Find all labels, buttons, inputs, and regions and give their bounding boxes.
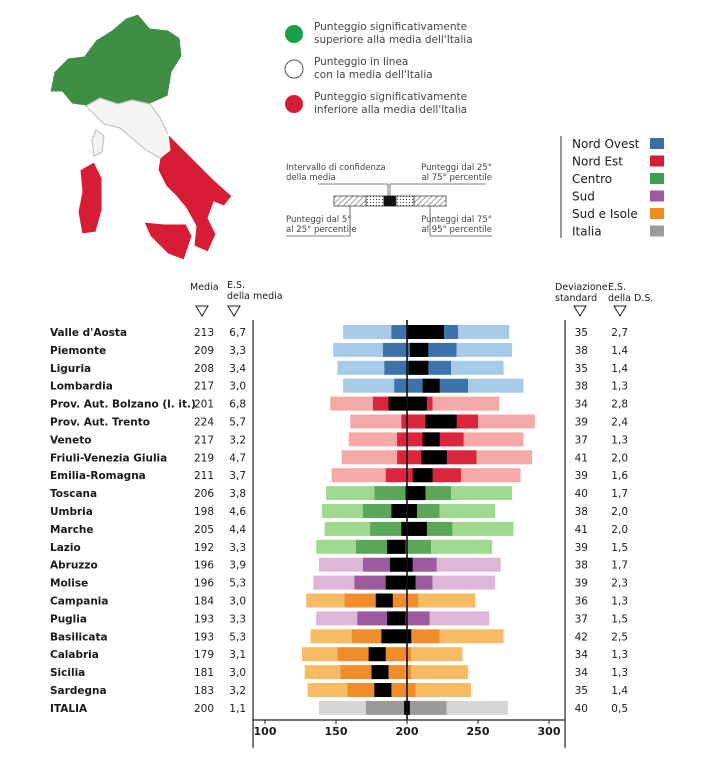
key-iqr-leader xyxy=(390,184,486,196)
bar-p5-p25-puglia xyxy=(316,611,357,625)
region-label-campania: Campania xyxy=(50,595,109,608)
bar-p5-p25-sicilia xyxy=(305,665,341,679)
bar-p75-p95-lombardia xyxy=(468,379,523,393)
se-mean-value-lazio: 3,3 xyxy=(229,541,246,554)
bar-p5-p25-toscana xyxy=(326,486,374,500)
mean-value-toscana: 206 xyxy=(193,488,214,501)
key-ci-line1: Intervallo di confidenza xyxy=(286,163,386,173)
bar-p5-p25-campania xyxy=(306,594,344,608)
bar-p75-p95-sicilia xyxy=(411,665,468,679)
mean-value-piemonte: 209 xyxy=(193,344,214,357)
se-sd-value-basilicata: 2,5 xyxy=(611,631,628,644)
se-sd-value-abruzzo: 1,7 xyxy=(611,559,628,572)
key-p7595-line1: Punteggi dal 75° xyxy=(421,215,492,225)
bar-p5-p25-molise xyxy=(313,576,354,590)
bar-p75-p95-prov-aut-trento xyxy=(478,415,535,429)
se-mean-value-italia: 1,1 xyxy=(229,702,246,715)
sd-value-sicilia: 34 xyxy=(574,667,588,680)
se-sd-value-lombardia: 1,3 xyxy=(611,380,628,393)
region-label-emilia-romagna: Emilia-Romagna xyxy=(50,470,146,483)
key-p2575-line1: Punteggi dal 25° xyxy=(421,163,492,173)
se-mean-value-emilia-romagna: 3,7 xyxy=(229,470,246,483)
legend-red-line2: inferiore alla media dell'Italia xyxy=(314,104,468,116)
region-label-calabria: Calabria xyxy=(50,649,99,662)
se-mean-value-sicilia: 3,0 xyxy=(229,667,246,680)
map-corsica xyxy=(92,130,104,156)
bar-p5-p25-prov-aut-bolzano-l-it- xyxy=(330,397,373,411)
area-swatch-italia xyxy=(650,226,664,237)
media-triangle-icon xyxy=(196,306,208,316)
column-headers xyxy=(190,280,653,316)
mean-value-abruzzo: 196 xyxy=(193,559,214,572)
se-mean-value-campania: 3,0 xyxy=(229,595,246,608)
se-mean-value-molise: 5,3 xyxy=(229,577,246,590)
bar-p75-p95-umbria xyxy=(440,504,495,518)
area-swatch-nord-ovest xyxy=(650,138,664,149)
region-label-puglia: Puglia xyxy=(50,613,87,626)
mean-value-sardegna: 183 xyxy=(193,685,214,697)
header-es-media-l2: della media xyxy=(227,291,283,302)
sd-value-marche: 41 xyxy=(574,523,588,536)
region-label-prov-aut-bolzano-l-it-: Prov. Aut. Bolzano (l. it.) xyxy=(50,398,196,411)
bar-p5-p25-abruzzo xyxy=(319,558,363,572)
se-mean-value-marche: 4,4 xyxy=(229,523,246,536)
sd-value-piemonte: 38 xyxy=(574,344,588,357)
se-sd-value-valle-d-aosta: 2,7 xyxy=(611,327,628,339)
map-north xyxy=(50,14,182,106)
bar-p75-p95-valle-d-aosta xyxy=(458,325,509,339)
bar-p75-p95-friuli-venezia-giulia xyxy=(477,450,532,464)
bar-ci-puglia xyxy=(387,611,405,625)
se-sd-value-sardegna: 1,4 xyxy=(611,685,628,697)
area-label-nord-est: Nord Est xyxy=(572,154,624,169)
sd-value-toscana: 40 xyxy=(574,488,588,501)
mean-value-umbria: 198 xyxy=(193,506,214,518)
sd-value-umbria: 38 xyxy=(574,506,588,518)
se-sd-value-prov-aut-trento: 2,4 xyxy=(611,416,628,429)
bar-p75-p95-piemonte xyxy=(457,343,512,357)
bar-p5-p25-italia xyxy=(319,701,366,715)
se-sd-value-prov-aut-bolzano-l-it-: 2,8 xyxy=(611,398,628,411)
region-label-italia: ITALIA xyxy=(50,702,88,715)
sd-value-lazio: 39 xyxy=(574,541,588,554)
mean-value-emilia-romagna: 211 xyxy=(193,470,214,483)
se-mean-value-prov-aut-trento: 5,7 xyxy=(229,416,246,429)
sd-value-campania: 36 xyxy=(574,595,588,608)
bar-ci-emilia-romagna xyxy=(413,468,433,482)
sd-value-prov-aut-trento: 39 xyxy=(574,416,588,429)
se-mean-value-umbria: 4,6 xyxy=(229,506,246,518)
se-mean-value-toscana: 3,8 xyxy=(229,488,246,501)
es-ds-triangle-icon xyxy=(614,306,626,316)
region-label-molise: Molise xyxy=(50,577,89,590)
tick-label-200: 200 xyxy=(395,725,419,738)
legend-white-line2: con la media dell'Italia xyxy=(314,69,433,81)
se-sd-value-friuli-venezia-giulia: 2,0 xyxy=(611,452,628,465)
area-label-sud-e-isole: Sud e Isole xyxy=(572,207,638,221)
mean-value-basilicata: 193 xyxy=(193,631,214,644)
bar-p5-p25-calabria xyxy=(302,647,338,661)
se-sd-value-sicilia: 1,3 xyxy=(611,667,628,680)
se-sd-value-puglia: 1,5 xyxy=(611,613,628,626)
bar-p5-p25-sardegna xyxy=(308,683,348,697)
se-sd-value-molise: 2,3 xyxy=(611,577,628,590)
bar-ci-toscana xyxy=(406,486,426,500)
bar-p75-p95-toscana xyxy=(451,486,512,500)
se-sd-value-campania: 1,3 xyxy=(611,595,628,608)
se-sd-value-italia: 0,5 xyxy=(611,702,628,715)
se-sd-value-lazio: 1,5 xyxy=(611,541,628,554)
bar-ci-friuli-venezia-giulia xyxy=(421,450,447,464)
key-ci-p75-box xyxy=(396,196,414,206)
bar-ci-abruzzo xyxy=(390,558,413,572)
es-media-triangle-icon xyxy=(228,306,240,316)
map-sardinia xyxy=(78,162,102,234)
se-mean-value-veneto: 3,2 xyxy=(229,434,246,447)
region-label-abruzzo: Abruzzo xyxy=(50,559,98,572)
se-mean-value-prov-aut-bolzano-l-it-: 6,8 xyxy=(229,398,246,411)
bar-ci-molise xyxy=(386,576,416,590)
legend-red-line1: Punteggio significativamente xyxy=(314,91,468,103)
sd-value-italia: 40 xyxy=(574,702,588,715)
area-legend xyxy=(561,136,664,239)
bar-ci-campania xyxy=(376,594,393,608)
bar-p75-p95-italia xyxy=(447,701,508,715)
bar-p5-p25-basilicata xyxy=(310,629,351,643)
area-swatch-sud-e-isole xyxy=(650,208,664,219)
area-swatch-centro xyxy=(650,173,664,184)
map-sicily xyxy=(144,222,192,260)
se-mean-value-calabria: 3,1 xyxy=(229,649,246,662)
bar-p75-p95-lazio xyxy=(431,540,492,554)
mean-value-valle-d-aosta: 213 xyxy=(193,327,214,339)
key-ci-leader xyxy=(318,184,388,196)
se-sd-value-piemonte: 1,4 xyxy=(611,344,628,357)
bar-ci-sardegna xyxy=(374,683,391,697)
mean-value-lazio: 192 xyxy=(193,541,214,554)
bar-ci-marche xyxy=(401,522,427,536)
bar-p5-p25-lombardia xyxy=(343,379,394,393)
bar-ci-prov-aut-trento xyxy=(425,415,456,429)
bar-ci-lombardia xyxy=(423,379,440,393)
bar-p75-p95-prov-aut-bolzano-l-it- xyxy=(433,397,500,411)
key-p525-line1: Punteggi dal 5° xyxy=(286,215,352,225)
region-label-umbria: Umbria xyxy=(50,506,93,518)
bar-ci-umbria xyxy=(391,504,417,518)
x-axis-ticks xyxy=(254,720,561,738)
se-mean-value-friuli-venezia-giulia: 4,7 xyxy=(229,452,246,465)
bar-p5-p25-emilia-romagna xyxy=(332,468,386,482)
key-p525-line2: al 25° percentile xyxy=(286,225,357,235)
bar-p5-p25-valle-d-aosta xyxy=(343,325,391,339)
legend-green-line2: superiore alla media dell'Italia xyxy=(314,34,473,46)
area-swatch-nord-est xyxy=(650,156,664,167)
bar-p75-p95-abruzzo xyxy=(437,558,501,572)
header-ds-l2: standard xyxy=(555,293,598,304)
area-label-nord-ovest: Nord Ovest xyxy=(572,137,640,151)
mean-value-friuli-venezia-giulia: 219 xyxy=(193,452,214,465)
key-ci-box xyxy=(384,196,396,206)
mean-value-veneto: 217 xyxy=(193,434,214,447)
sd-value-emilia-romagna: 39 xyxy=(574,470,588,483)
key-p2575-line2: al 75° percentile xyxy=(421,173,492,183)
area-label-centro: Centro xyxy=(572,172,613,186)
area-label-italia: Italia xyxy=(572,224,602,239)
sd-value-prov-aut-bolzano-l-it-: 34 xyxy=(574,398,588,411)
mean-value-sicilia: 181 xyxy=(193,667,214,680)
mean-value-calabria: 179 xyxy=(193,649,214,662)
bar-p75-p95-veneto xyxy=(464,432,524,446)
sd-value-lombardia: 38 xyxy=(574,380,588,393)
mean-value-liguria: 208 xyxy=(193,362,214,375)
se-sd-value-marche: 2,0 xyxy=(611,523,628,536)
se-mean-value-puglia: 3,3 xyxy=(229,613,246,626)
key-p7595-line2: al 95° percentile xyxy=(421,225,492,235)
region-label-veneto: Veneto xyxy=(50,434,92,447)
area-label-sud: Sud xyxy=(572,189,595,204)
se-sd-value-toscana: 1,7 xyxy=(611,488,628,501)
legend-green-line1: Punteggio significativamente xyxy=(314,21,468,33)
significance-legend xyxy=(285,21,473,116)
key-p75-p95-box xyxy=(414,196,446,206)
mean-value-campania: 184 xyxy=(193,595,214,608)
red-dot-icon xyxy=(285,95,303,113)
mean-value-marche: 205 xyxy=(193,523,214,536)
region-label-lombardia: Lombardia xyxy=(50,380,113,393)
sd-value-basilicata: 42 xyxy=(574,631,588,644)
mean-value-prov-aut-trento: 224 xyxy=(193,416,214,429)
header-es-ds-l1: E.S. xyxy=(608,282,627,293)
mean-value-lombardia: 217 xyxy=(193,380,214,393)
sd-value-sardegna: 35 xyxy=(574,685,588,697)
se-mean-value-liguria: 3,4 xyxy=(229,362,246,375)
key-p25-ci-box xyxy=(366,196,384,206)
header-media: Media xyxy=(190,282,219,293)
se-sd-value-veneto: 1,3 xyxy=(611,434,628,447)
tick-label-150: 150 xyxy=(324,725,348,738)
se-sd-value-emilia-romagna: 1,6 xyxy=(611,470,628,483)
green-dot-icon xyxy=(285,25,303,43)
mean-value-molise: 196 xyxy=(193,577,214,590)
se-mean-value-lombardia: 3,0 xyxy=(229,380,246,393)
bar-p5-p25-umbria xyxy=(322,504,363,518)
ds-triangle-icon xyxy=(574,306,586,316)
sd-value-liguria: 35 xyxy=(574,362,588,375)
bar-p5-p25-friuli-venezia-giulia xyxy=(342,450,397,464)
sd-value-friuli-venezia-giulia: 41 xyxy=(574,452,588,465)
sd-value-veneto: 37 xyxy=(574,434,588,447)
tick-label-300: 300 xyxy=(537,725,561,738)
se-sd-value-umbria: 2,0 xyxy=(611,506,628,518)
bar-p5-p25-piemonte xyxy=(333,343,383,357)
bar-p75-p95-puglia xyxy=(430,611,490,625)
bar-p75-p95-sardegna xyxy=(416,683,471,697)
sd-value-abruzzo: 38 xyxy=(574,559,588,572)
bar-ci-liguria xyxy=(408,361,428,375)
header-ds-l1: Deviazione xyxy=(555,282,608,293)
bar-p5-p25-marche xyxy=(325,522,370,536)
sd-value-valle-d-aosta: 35 xyxy=(574,327,588,339)
sd-value-puglia: 37 xyxy=(574,613,588,626)
region-label-lazio: Lazio xyxy=(50,541,81,554)
bar-ci-valle-d-aosta xyxy=(407,325,444,339)
region-label-prov-aut-trento: Prov. Aut. Trento xyxy=(50,416,151,429)
bar-ci-lazio xyxy=(387,540,405,554)
se-mean-value-basilicata: 5,3 xyxy=(229,631,246,644)
se-mean-value-valle-d-aosta: 6,7 xyxy=(229,327,246,339)
bar-p75-p95-liguria xyxy=(451,361,504,375)
region-label-liguria: Liguria xyxy=(50,362,92,375)
sd-value-molise: 39 xyxy=(574,577,588,590)
se-mean-value-sardegna: 3,2 xyxy=(229,685,246,697)
key-p5-p25-box xyxy=(334,196,366,206)
italy-map xyxy=(50,14,232,260)
bar-ci-sicilia xyxy=(372,665,389,679)
bar-p5-p25-liguria xyxy=(337,361,384,375)
bar-p75-p95-marche xyxy=(452,522,513,536)
chart-rows xyxy=(50,325,628,715)
bar-p75-p95-emilia-romagna xyxy=(461,468,521,482)
region-label-sicilia: Sicilia xyxy=(50,667,86,680)
se-sd-value-calabria: 1,3 xyxy=(611,649,628,662)
se-sd-value-liguria: 1,4 xyxy=(611,362,628,375)
header-es-ds-l2: della D.S. xyxy=(608,293,654,304)
area-swatch-sud xyxy=(650,191,664,202)
white-dot-icon xyxy=(285,60,303,78)
bar-p5-p25-prov-aut-trento xyxy=(350,415,401,429)
bar-p75-p95-calabria xyxy=(411,647,462,661)
percentile-key xyxy=(286,163,492,236)
region-label-basilicata: Basilicata xyxy=(50,631,108,644)
se-mean-value-piemonte: 3,3 xyxy=(229,344,246,357)
region-label-piemonte: Piemonte xyxy=(50,344,107,357)
bar-p75-p95-basilicata xyxy=(440,629,504,643)
region-label-marche: Marche xyxy=(50,523,94,536)
bar-p75-p95-campania xyxy=(418,594,475,608)
region-label-toscana: Toscana xyxy=(50,488,98,501)
legend-white-line1: Punteggio in linea xyxy=(314,56,409,68)
bar-p5-p25-lazio xyxy=(316,540,356,554)
bar-ci-calabria xyxy=(369,647,386,661)
bar-ci-piemonte xyxy=(410,343,428,357)
tick-label-100: 100 xyxy=(253,725,277,738)
header-es-media-l1: E.S. xyxy=(227,280,246,291)
mean-value-puglia: 193 xyxy=(193,613,214,626)
key-ci-line2: della media xyxy=(286,173,336,183)
bar-ci-veneto xyxy=(423,432,440,446)
se-mean-value-abruzzo: 3,9 xyxy=(229,559,246,572)
bar-p5-p25-veneto xyxy=(349,432,397,446)
region-label-valle-d-aosta: Valle d'Aosta xyxy=(50,327,128,339)
bar-p75-p95-molise xyxy=(433,576,495,590)
region-label-friuli-venezia-giulia: Friuli-Venezia Giulia xyxy=(50,452,168,465)
tick-label-250: 250 xyxy=(466,725,490,738)
mean-value-prov-aut-bolzano-l-it-: 201 xyxy=(193,398,214,411)
region-label-sardegna: Sardegna xyxy=(50,685,107,697)
sd-value-calabria: 34 xyxy=(574,649,588,662)
mean-value-italia: 200 xyxy=(193,702,214,715)
